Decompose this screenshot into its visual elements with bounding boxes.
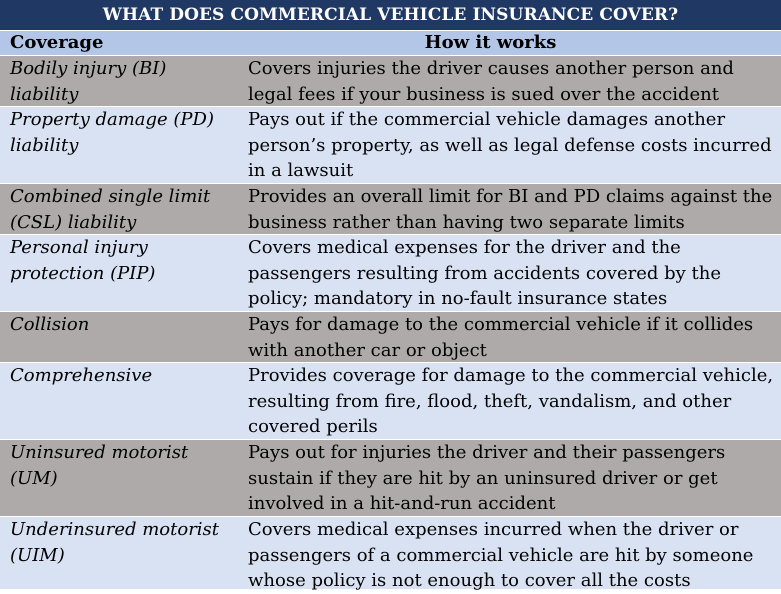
table-header (0, 31, 781, 55)
coverage-cell: Collision (10, 314, 90, 335)
coverage-cell: Underinsured motorist (UIM) (10, 519, 220, 566)
how-it-works-cell: Pays out if the commercial vehicle damages another person’s property, as well as legal defense costs incurred in a lawsuit (248, 109, 772, 181)
table-row (0, 311, 781, 362)
how-it-works-cell: Pays for damage to the commercial vehicle if it collides with another car or object (248, 314, 754, 361)
how-it-works-cell: Pays out for injuries the driver and their passengers sustain if they are hit by an uninsured driver or get involved in a hit-and-run accident (248, 442, 726, 514)
coverage-cell: Comprehensive (10, 365, 153, 386)
table-row (0, 234, 781, 311)
coverage-cell: Personal injury protection (PIP) (10, 237, 156, 284)
table-row (0, 516, 781, 589)
how-it-works-cell: Covers medical expenses incurred when the driver or passengers of a commercial vehicle are hit by someone whose policy is not enough to cover all the costs (248, 519, 754, 591)
table-row (0, 362, 781, 439)
coverage-cell: Bodily injury (BI) liability (10, 58, 167, 105)
coverage-cell: Uninsured motorist (UM) (10, 442, 189, 489)
coverage-cell: Combined single limit (CSL) liability (10, 186, 211, 233)
how-it-works-column-header: How it works (424, 32, 557, 53)
how-it-works-cell: Covers injuries the driver causes another person and legal fees if your business is sued over the accident (248, 58, 734, 105)
how-it-works-cell: Covers medical expenses for the driver and the passengers resulting from accidents covered by the policy; mandatory in no-fault insurance states (248, 237, 722, 309)
table-row (0, 439, 781, 516)
how-it-works-cell: Provides coverage for damage to the commercial vehicle, resulting from fire, flood, theft, vandalism, and other covered perils (248, 365, 774, 437)
how-it-works-cell: Provides an overall limit for BI and PD claims against the business rather than having two separate limits (248, 186, 773, 233)
table-row (0, 183, 781, 234)
coverage-cell: Property damage (PD) liability (10, 109, 214, 156)
coverage-column-header: Coverage (10, 32, 104, 53)
table-row (0, 55, 781, 106)
table-title: WHAT DOES COMMERCIAL VEHICLE INSURANCE COVER? (0, 0, 781, 31)
table-row (0, 106, 781, 183)
